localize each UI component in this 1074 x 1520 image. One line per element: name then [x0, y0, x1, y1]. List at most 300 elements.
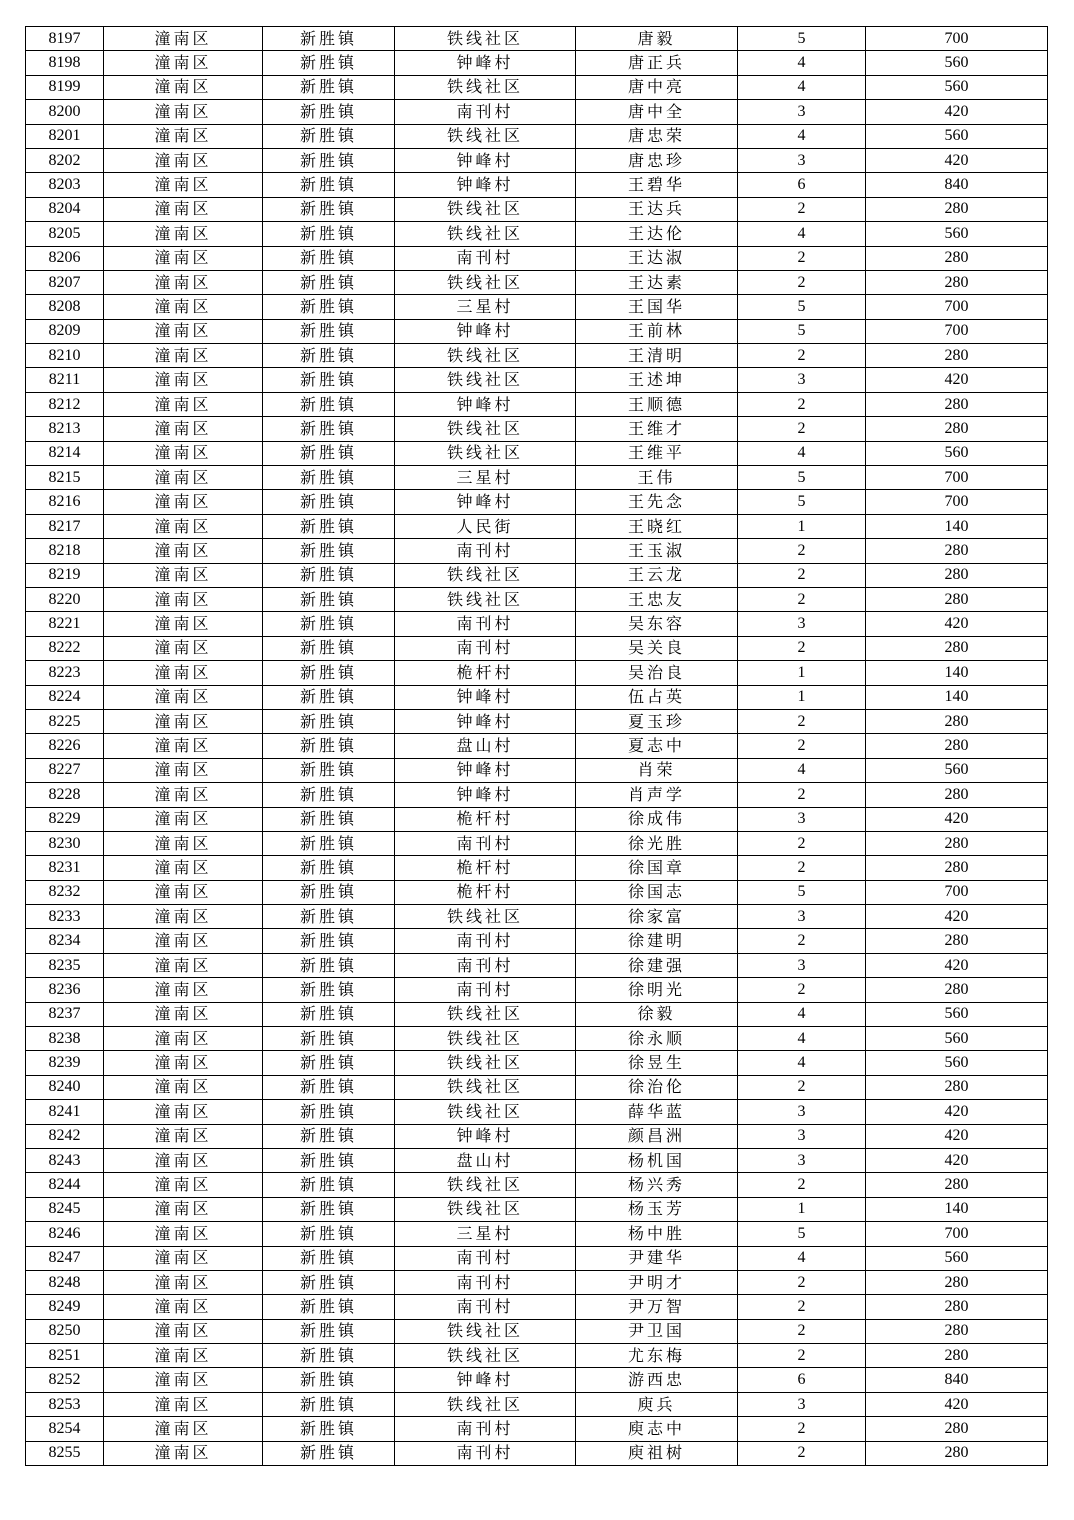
id-cell: 8255	[26, 1441, 104, 1465]
amount-cell: 560	[866, 75, 1048, 99]
town-cell: 新胜镇	[263, 1002, 395, 1026]
district-cell: 潼南区	[104, 1051, 263, 1075]
name-cell: 尹明才	[576, 1270, 738, 1294]
town-cell: 新胜镇	[263, 1148, 395, 1172]
district-cell: 潼南区	[104, 490, 263, 514]
district-cell: 潼南区	[104, 1222, 263, 1246]
village-cell: 钟峰村	[395, 173, 576, 197]
table-row	[26, 173, 1048, 197]
village-cell: 南刊村	[395, 636, 576, 660]
town-cell: 新胜镇	[263, 1075, 395, 1099]
amount-cell: 280	[866, 1075, 1048, 1099]
amount-cell: 420	[866, 953, 1048, 977]
amount-cell: 280	[866, 1417, 1048, 1441]
amount-cell: 280	[866, 563, 1048, 587]
name-cell: 徐家富	[576, 905, 738, 929]
table-row	[26, 1344, 1048, 1368]
district-cell: 潼南区	[104, 709, 263, 733]
id-cell: 8223	[26, 661, 104, 685]
table-row	[26, 344, 1048, 368]
district-cell: 潼南区	[104, 124, 263, 148]
amount-cell: 280	[866, 392, 1048, 416]
name-cell: 夏志中	[576, 734, 738, 758]
amount-cell: 420	[866, 368, 1048, 392]
id-cell: 8198	[26, 51, 104, 75]
table-row	[26, 661, 1048, 685]
district-cell: 潼南区	[104, 1295, 263, 1319]
amount-cell: 280	[866, 1270, 1048, 1294]
table-row	[26, 1002, 1048, 1026]
village-cell: 铁线社区	[395, 1344, 576, 1368]
table-row	[26, 490, 1048, 514]
amount-cell: 420	[866, 148, 1048, 172]
table-row	[26, 636, 1048, 660]
id-cell: 8237	[26, 1002, 104, 1026]
district-cell: 潼南区	[104, 1392, 263, 1416]
amount-cell: 280	[866, 197, 1048, 221]
name-cell: 徐国章	[576, 856, 738, 880]
town-cell: 新胜镇	[263, 124, 395, 148]
beneficiary-table	[25, 26, 1048, 1466]
table-row	[26, 148, 1048, 172]
amount-cell: 280	[866, 1319, 1048, 1343]
town-cell: 新胜镇	[263, 51, 395, 75]
amount-cell: 420	[866, 1124, 1048, 1148]
town-cell: 新胜镇	[263, 100, 395, 124]
table-row	[26, 319, 1048, 343]
id-cell: 8225	[26, 709, 104, 733]
village-cell: 铁线社区	[395, 1051, 576, 1075]
name-cell: 徐建强	[576, 953, 738, 977]
name-cell: 尹卫国	[576, 1319, 738, 1343]
district-cell: 潼南区	[104, 636, 263, 660]
id-cell: 8226	[26, 734, 104, 758]
id-cell: 8200	[26, 100, 104, 124]
district-cell: 潼南区	[104, 1100, 263, 1124]
district-cell: 潼南区	[104, 222, 263, 246]
town-cell: 新胜镇	[263, 636, 395, 660]
table-row	[26, 1319, 1048, 1343]
district-cell: 潼南区	[104, 685, 263, 709]
household-size-cell: 4	[738, 222, 866, 246]
district-cell: 潼南区	[104, 75, 263, 99]
table-row	[26, 27, 1048, 51]
id-cell: 8197	[26, 27, 104, 51]
village-cell: 三星村	[395, 466, 576, 490]
district-cell: 潼南区	[104, 905, 263, 929]
id-cell: 8243	[26, 1148, 104, 1172]
village-cell: 南刊村	[395, 929, 576, 953]
village-cell: 铁线社区	[395, 1392, 576, 1416]
district-cell: 潼南区	[104, 929, 263, 953]
town-cell: 新胜镇	[263, 807, 395, 831]
household-size-cell: 5	[738, 1222, 866, 1246]
town-cell: 新胜镇	[263, 1441, 395, 1465]
town-cell: 新胜镇	[263, 1319, 395, 1343]
id-cell: 8249	[26, 1295, 104, 1319]
id-cell: 8220	[26, 587, 104, 611]
table-row	[26, 1441, 1048, 1465]
town-cell: 新胜镇	[263, 734, 395, 758]
id-cell: 8205	[26, 222, 104, 246]
name-cell: 杨机国	[576, 1148, 738, 1172]
name-cell: 王维才	[576, 417, 738, 441]
town-cell: 新胜镇	[263, 441, 395, 465]
household-size-cell: 4	[738, 1051, 866, 1075]
village-cell: 铁线社区	[395, 27, 576, 51]
town-cell: 新胜镇	[263, 953, 395, 977]
amount-cell: 560	[866, 51, 1048, 75]
town-cell: 新胜镇	[263, 295, 395, 319]
table-row	[26, 905, 1048, 929]
household-size-cell: 2	[738, 417, 866, 441]
district-cell: 潼南区	[104, 1441, 263, 1465]
id-cell: 8208	[26, 295, 104, 319]
table-row	[26, 51, 1048, 75]
village-cell: 铁线社区	[395, 344, 576, 368]
town-cell: 新胜镇	[263, 709, 395, 733]
district-cell: 潼南区	[104, 319, 263, 343]
table-row	[26, 587, 1048, 611]
id-cell: 8250	[26, 1319, 104, 1343]
name-cell: 王云龙	[576, 563, 738, 587]
district-cell: 潼南区	[104, 1075, 263, 1099]
id-cell: 8219	[26, 563, 104, 587]
village-cell: 铁线社区	[395, 222, 576, 246]
name-cell: 庾祖树	[576, 1441, 738, 1465]
village-cell: 铁线社区	[395, 270, 576, 294]
district-cell: 潼南区	[104, 148, 263, 172]
village-cell: 钟峰村	[395, 148, 576, 172]
table-row	[26, 197, 1048, 221]
household-size-cell: 4	[738, 1246, 866, 1270]
household-size-cell: 2	[738, 929, 866, 953]
town-cell: 新胜镇	[263, 563, 395, 587]
district-cell: 潼南区	[104, 295, 263, 319]
village-cell: 钟峰村	[395, 1124, 576, 1148]
table-row	[26, 295, 1048, 319]
household-size-cell: 3	[738, 807, 866, 831]
id-cell: 8202	[26, 148, 104, 172]
village-cell: 铁线社区	[395, 124, 576, 148]
table-row	[26, 1051, 1048, 1075]
amount-cell: 700	[866, 27, 1048, 51]
amount-cell: 840	[866, 1368, 1048, 1392]
name-cell: 徐光胜	[576, 831, 738, 855]
household-size-cell: 2	[738, 1075, 866, 1099]
table-row	[26, 1148, 1048, 1172]
name-cell: 徐治伦	[576, 1075, 738, 1099]
household-size-cell: 1	[738, 661, 866, 685]
name-cell: 游西忠	[576, 1368, 738, 1392]
household-size-cell: 4	[738, 441, 866, 465]
amount-cell: 280	[866, 636, 1048, 660]
name-cell: 王国华	[576, 295, 738, 319]
village-cell: 铁线社区	[395, 563, 576, 587]
amount-cell: 140	[866, 661, 1048, 685]
amount-cell: 560	[866, 758, 1048, 782]
household-size-cell: 4	[738, 1027, 866, 1051]
district-cell: 潼南区	[104, 783, 263, 807]
household-size-cell: 1	[738, 685, 866, 709]
town-cell: 新胜镇	[263, 1124, 395, 1148]
table-row	[26, 831, 1048, 855]
household-size-cell: 2	[738, 1417, 866, 1441]
household-size-cell: 5	[738, 295, 866, 319]
name-cell: 王碧华	[576, 173, 738, 197]
id-cell: 8199	[26, 75, 104, 99]
household-size-cell: 2	[738, 1173, 866, 1197]
table-row	[26, 953, 1048, 977]
name-cell: 杨中胜	[576, 1222, 738, 1246]
household-size-cell: 2	[738, 1319, 866, 1343]
village-cell: 南刊村	[395, 1270, 576, 1294]
household-size-cell: 2	[738, 734, 866, 758]
table-row	[26, 270, 1048, 294]
district-cell: 潼南区	[104, 807, 263, 831]
table-row	[26, 441, 1048, 465]
village-cell: 铁线社区	[395, 1319, 576, 1343]
household-size-cell: 3	[738, 100, 866, 124]
district-cell: 潼南区	[104, 514, 263, 538]
village-cell: 南刊村	[395, 1295, 576, 1319]
district-cell: 潼南区	[104, 1002, 263, 1026]
amount-cell: 560	[866, 124, 1048, 148]
id-cell: 8224	[26, 685, 104, 709]
name-cell: 王前林	[576, 319, 738, 343]
amount-cell: 280	[866, 344, 1048, 368]
table-row	[26, 514, 1048, 538]
household-size-cell: 2	[738, 392, 866, 416]
id-cell: 8233	[26, 905, 104, 929]
name-cell: 王先念	[576, 490, 738, 514]
village-cell: 钟峰村	[395, 392, 576, 416]
town-cell: 新胜镇	[263, 978, 395, 1002]
village-cell: 钟峰村	[395, 709, 576, 733]
name-cell: 吴关良	[576, 636, 738, 660]
amount-cell: 420	[866, 612, 1048, 636]
village-cell: 铁线社区	[395, 417, 576, 441]
town-cell: 新胜镇	[263, 197, 395, 221]
village-cell: 铁线社区	[395, 1075, 576, 1099]
village-cell: 南刊村	[395, 246, 576, 270]
district-cell: 潼南区	[104, 1270, 263, 1294]
town-cell: 新胜镇	[263, 685, 395, 709]
table-row	[26, 100, 1048, 124]
district-cell: 潼南区	[104, 392, 263, 416]
district-cell: 潼南区	[104, 953, 263, 977]
name-cell: 徐国志	[576, 880, 738, 904]
town-cell: 新胜镇	[263, 75, 395, 99]
village-cell: 钟峰村	[395, 319, 576, 343]
table-row	[26, 1027, 1048, 1051]
id-cell: 8229	[26, 807, 104, 831]
id-cell: 8210	[26, 344, 104, 368]
village-cell: 南刊村	[395, 539, 576, 563]
district-cell: 潼南区	[104, 51, 263, 75]
town-cell: 新胜镇	[263, 1051, 395, 1075]
village-cell: 南刊村	[395, 1246, 576, 1270]
id-cell: 8254	[26, 1417, 104, 1441]
district-cell: 潼南区	[104, 880, 263, 904]
household-size-cell: 3	[738, 1148, 866, 1172]
id-cell: 8204	[26, 197, 104, 221]
town-cell: 新胜镇	[263, 1417, 395, 1441]
id-cell: 8252	[26, 1368, 104, 1392]
household-size-cell: 6	[738, 1368, 866, 1392]
district-cell: 潼南区	[104, 1246, 263, 1270]
village-cell: 盘山村	[395, 734, 576, 758]
name-cell: 吴治良	[576, 661, 738, 685]
district-cell: 潼南区	[104, 1124, 263, 1148]
village-cell: 三星村	[395, 1222, 576, 1246]
table-row	[26, 246, 1048, 270]
amount-cell: 700	[866, 1222, 1048, 1246]
village-cell: 南刊村	[395, 1417, 576, 1441]
name-cell: 王述坤	[576, 368, 738, 392]
name-cell: 伍占英	[576, 685, 738, 709]
table-row	[26, 75, 1048, 99]
household-size-cell: 2	[738, 831, 866, 855]
table-row	[26, 124, 1048, 148]
village-cell: 南刊村	[395, 612, 576, 636]
table-row	[26, 563, 1048, 587]
town-cell: 新胜镇	[263, 1027, 395, 1051]
name-cell: 王达淑	[576, 246, 738, 270]
town-cell: 新胜镇	[263, 587, 395, 611]
name-cell: 唐忠荣	[576, 124, 738, 148]
household-size-cell: 3	[738, 905, 866, 929]
amount-cell: 840	[866, 173, 1048, 197]
amount-cell: 700	[866, 880, 1048, 904]
town-cell: 新胜镇	[263, 1173, 395, 1197]
household-size-cell: 2	[738, 856, 866, 880]
town-cell: 新胜镇	[263, 1246, 395, 1270]
town-cell: 新胜镇	[263, 27, 395, 51]
village-cell: 南刊村	[395, 1441, 576, 1465]
id-cell: 8238	[26, 1027, 104, 1051]
id-cell: 8240	[26, 1075, 104, 1099]
household-size-cell: 3	[738, 1392, 866, 1416]
town-cell: 新胜镇	[263, 222, 395, 246]
village-cell: 铁线社区	[395, 1197, 576, 1221]
id-cell: 8251	[26, 1344, 104, 1368]
id-cell: 8212	[26, 392, 104, 416]
table-row	[26, 539, 1048, 563]
town-cell: 新胜镇	[263, 392, 395, 416]
id-cell: 8234	[26, 929, 104, 953]
district-cell: 潼南区	[104, 1417, 263, 1441]
name-cell: 肖荣	[576, 758, 738, 782]
village-cell: 人民街	[395, 514, 576, 538]
household-size-cell: 2	[738, 636, 866, 660]
table-row	[26, 685, 1048, 709]
name-cell: 王达素	[576, 270, 738, 294]
household-size-cell: 4	[738, 758, 866, 782]
village-cell: 钟峰村	[395, 685, 576, 709]
district-cell: 潼南区	[104, 197, 263, 221]
household-size-cell: 1	[738, 514, 866, 538]
village-cell: 盘山村	[395, 1148, 576, 1172]
village-cell: 铁线社区	[395, 1027, 576, 1051]
name-cell: 肖声学	[576, 783, 738, 807]
id-cell: 8244	[26, 1173, 104, 1197]
table-row	[26, 807, 1048, 831]
town-cell: 新胜镇	[263, 758, 395, 782]
household-size-cell: 4	[738, 1002, 866, 1026]
amount-cell: 560	[866, 222, 1048, 246]
id-cell: 8207	[26, 270, 104, 294]
name-cell: 王玉淑	[576, 539, 738, 563]
id-cell: 8201	[26, 124, 104, 148]
district-cell: 潼南区	[104, 587, 263, 611]
id-cell: 8218	[26, 539, 104, 563]
amount-cell: 560	[866, 1246, 1048, 1270]
town-cell: 新胜镇	[263, 514, 395, 538]
table-row	[26, 734, 1048, 758]
name-cell: 吴东容	[576, 612, 738, 636]
id-cell: 8248	[26, 1270, 104, 1294]
amount-cell: 280	[866, 734, 1048, 758]
village-cell: 铁线社区	[395, 368, 576, 392]
village-cell: 钟峰村	[395, 758, 576, 782]
table-row	[26, 1368, 1048, 1392]
village-cell: 桅杆村	[395, 807, 576, 831]
id-cell: 8236	[26, 978, 104, 1002]
amount-cell: 700	[866, 490, 1048, 514]
town-cell: 新胜镇	[263, 880, 395, 904]
village-cell: 铁线社区	[395, 1100, 576, 1124]
household-size-cell: 6	[738, 173, 866, 197]
district-cell: 潼南区	[104, 1173, 263, 1197]
id-cell: 8230	[26, 831, 104, 855]
district-cell: 潼南区	[104, 1148, 263, 1172]
town-cell: 新胜镇	[263, 1344, 395, 1368]
id-cell: 8231	[26, 856, 104, 880]
name-cell: 王忠友	[576, 587, 738, 611]
village-cell: 钟峰村	[395, 51, 576, 75]
village-cell: 铁线社区	[395, 441, 576, 465]
amount-cell: 280	[866, 1173, 1048, 1197]
name-cell: 王达伦	[576, 222, 738, 246]
amount-cell: 560	[866, 441, 1048, 465]
amount-cell: 280	[866, 1441, 1048, 1465]
district-cell: 潼南区	[104, 100, 263, 124]
household-size-cell: 4	[738, 124, 866, 148]
id-cell: 8213	[26, 417, 104, 441]
town-cell: 新胜镇	[263, 1368, 395, 1392]
town-cell: 新胜镇	[263, 783, 395, 807]
district-cell: 潼南区	[104, 1319, 263, 1343]
household-size-cell: 2	[738, 344, 866, 368]
id-cell: 8206	[26, 246, 104, 270]
household-size-cell: 4	[738, 51, 866, 75]
town-cell: 新胜镇	[263, 1295, 395, 1319]
household-size-cell: 2	[738, 197, 866, 221]
name-cell: 王顺德	[576, 392, 738, 416]
amount-cell: 140	[866, 514, 1048, 538]
village-cell: 铁线社区	[395, 587, 576, 611]
district-cell: 潼南区	[104, 978, 263, 1002]
id-cell: 8245	[26, 1197, 104, 1221]
household-size-cell: 5	[738, 27, 866, 51]
household-size-cell: 5	[738, 880, 866, 904]
id-cell: 8227	[26, 758, 104, 782]
amount-cell: 420	[866, 807, 1048, 831]
district-cell: 潼南区	[104, 612, 263, 636]
table-row	[26, 1173, 1048, 1197]
household-size-cell: 3	[738, 368, 866, 392]
